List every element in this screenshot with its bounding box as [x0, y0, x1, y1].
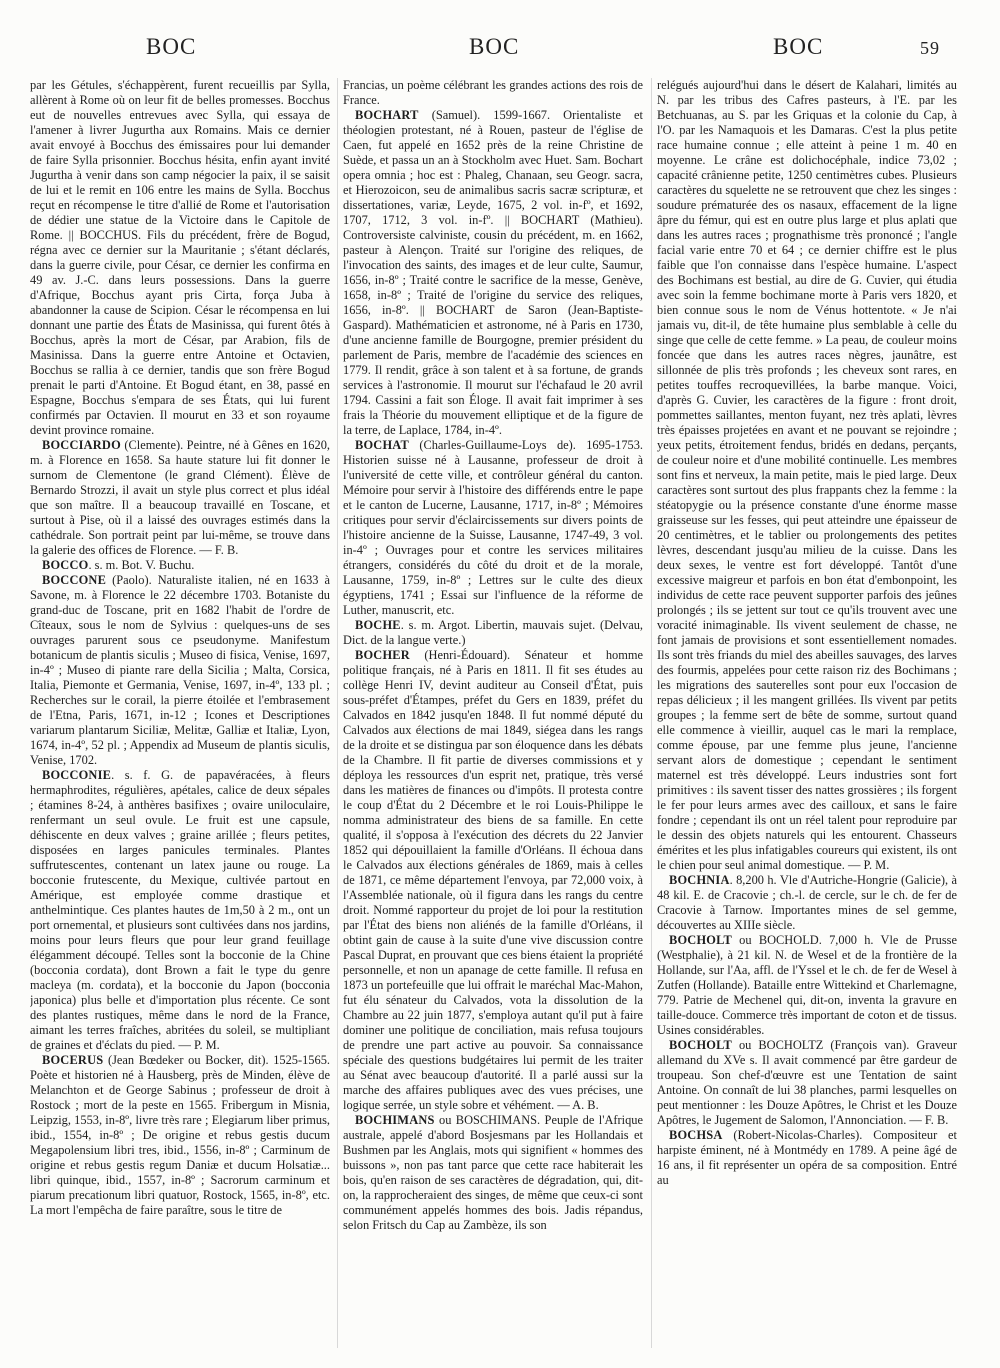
entry-text: (Paolo). Naturaliste italien, né en 1633 à Savone, m. à Florence le 22 décembre 1703. Botaniste du grand-duc de Toscane, prit en 1682 l'habit de l'ordre de Cîteaux, sous le nom de Sylvius : quelques-uns de ses ouvrages parurent sous ce pseudonyme. Manifestum botanicum de plantis siculis ; Museo di fisica, Venise, 1697, in-4º ; Museo di piante rare della Sicilia ; Malta, Corsica, Italia, Piemonte et Germania, Venise, 1697, in-4º, 133 pl. ; Recherches sur le corail, la pierre étoilée et l'embrasement de l'Etna, Paris, 1671, in-12 ; Icones et Descriptiones variarum plantarum Siciliæ, Melitæ, Galliæ et Italiæ, Lyon, 1674, in-4º, 52 pl. ; Appendix ad Museum de plantis siculis, Venise, 1702.: [30, 573, 330, 767]
entry-continuation: [30, 78, 330, 438]
entry-headword: BOCHSA: [669, 1128, 723, 1142]
header-right-guide-word: BOC: [773, 34, 824, 59]
entry-bocher: [343, 648, 643, 1113]
entry-bochat: [343, 438, 643, 618]
entry-headword: BOCHAT: [355, 438, 409, 452]
entry-bocerus: [30, 1053, 330, 1218]
entry-bochart: [343, 108, 643, 438]
entry-text: par les Gétules, s'échappèrent, furent recueillis par Sylla, allèrent à Rome où on leur fit de belles promesses. Bocchus eut de nouvelles entrevues avec Sylla, qui essaya de l'amener à livrer Jugurtha aux Romains. Mais ce dernier avait envoyé à Bocchus des émissaires pour lui demander de faire Sylla prisonnier. Bocchus hésita, enfin ayant invité Jugurtha à venir dans son camp négocier la paix, il se saisit de lui et le remit en 106 entre les mains de Sylla. Bocchus reçut en récompense le titre d'allié de Rome et l'autorisation de dédier une statue de la Victoire dans le Capitole de Rome. || BOCCHUS. Fils du précédent, frère de Bogud, régna avec ce dernier sur la Mauritanie ; s'étant déclarés, dans la guerre civile, pour César, ce dernier les confirma en 49 av. J.-C. dans leurs possessions. Dans la guerre d'Afrique, Bocchus ayant pris Cirta, força Juba à abandonner la cause de Scipion. César le récompensa en lui donnant une partie des États de Masinissa, qui furent ôtés à Bocchus, après la mort de César, par Arabion, fils de Masinissa. Dans la guerre entre Antoine et Octavien, Bocchus se rallia à ce dernier, tandis que son frère Bogud prenait le parti d'Antoine. Et Bogud étant, en 38, passé en Espagne, Bocchus s'empara de ses États, qui lui furent confirmés par Octavien. Il mourut en 33 et son royaume devint province romaine.: [30, 78, 330, 437]
entry-headword: BOCCONE: [42, 573, 107, 587]
entry-text: . s. m. Argot. Libertin, mauvais sujet. (Delvau, Dict. de la langue verte.): [343, 618, 643, 647]
entry-headword: BOCHNIA: [669, 873, 730, 887]
page-number: 59: [920, 38, 940, 58]
entry-text: . s. f. G. de papavéracées, à fleurs hermaphrodites, régulières, apétales, calice de deux sépales ; étamines 8-24, à anthères basifixes ; ovaire uniloculaire, renfermant un seul ovule. Le fruit est une capsule, déhiscente en deux valves ; graine arillée ; fleurs petites, disposées en larges panicules terminales. Plantes suffrutescentes, contenant un latex jaune ou rouge. La bocconie frutescente, du Mexique, cultivée partout en Amérique, est employée comme drastique et anthelmintique. Ces plantes hautes de 1m,50 à 2 m., ont un port ornemental, et plusieurs sont cultivées dans nos jardins, moins pour leurs fleurs que pour leur grand feuillage élégamment découpé. Telles sont la bocconie de la Chine (bocconia cordata), dont Brown a fait le type du genre macleya (m. cordata), et la bocconie du Japon (bocconia japonica) plus belle et d'importation plus récente. Ce sont des plantes rustiques, même dans le nord de la France, aimant les terres fraîches, abritées du soleil, se multipliant de graines et d'éclats du pied. — P. M.: [30, 768, 330, 1052]
entry-headword: BOCCIARDO: [42, 438, 121, 452]
entry-bochsa: [657, 1128, 957, 1188]
entry-bocholt: [657, 933, 957, 1038]
entry-continuation: [343, 78, 643, 108]
entry-text: ou BOCHOLD. 7,000 h. Vle de Prusse (Westphalie), à 21 kil. N. de Wesel et de la frontière de la Hollande, sur l'Aa, affl. de l'Yssel et le ch. de fer de Wesel à Zutfen (Hollande). Bataille entre Wittekind et Charlemagne, 779. Patrie de Mechenel qui, dit-on, inventa la gravure en taille-douce. Commerce très important de coton et de tissus. Usines considérables.: [657, 933, 957, 1037]
entry-headword: BOCHIMANS: [355, 1113, 435, 1127]
entry-text: ou BOSCHIMANS. Peuple de l'Afrique australe, appelé d'abord Bosjesmans par les Hollandais et Bushmen par les Anglais, mots qui signifient « hommes des buissons », non pas tant parce que cette race habiterait les bois, qu'en raison de ses caractères de dégradation, qui, dit-on, la rapprocheraient des singes, de même que ceux-ci sont communément appelés hommes des bois. Jadis répandus, selon Fritsch du Cap au Zambèze, ils son: [343, 1113, 643, 1232]
entry-headword: BOCHE: [355, 618, 401, 632]
column-3: [657, 78, 957, 1348]
header-left-guide-word: BOC: [146, 34, 197, 59]
entry-headword: BOCHART: [355, 108, 419, 122]
entry-text: (Jean Bœdeker ou Bocker, dit). 1525-1565. Poète et historien né à Hausberg, près de Minden, élève de Melanchton et de George Sabinus ; professeur de droit à Rostock ; mort de la peste en 1565. Fribergum in Misnia, Leipzig, 1553, in-8º, livre très rare ; Elegiarum liber primus, ibid., 1554, in-8º ; De origine et rebus gestis ducum Megapolensium libri tres, ibid., 1556, in-8º ; Carminum de origine et rebus gestis regum Daniæ et ducum Holsatiæ... libri quinque, ibid., 1557, in-8º ; Sacrorum carminum et piarum precationum libri quatuor, Rostock, 1565, in-8º, etc. La mort l'empêcha de faire paraître, sous le titre de: [30, 1053, 330, 1217]
entry-boche: [343, 618, 643, 648]
entry-bocholt-francois: [657, 1038, 957, 1128]
entry-bochimans: [343, 1113, 643, 1233]
entry-text: (Samuel). 1599-1667. Orientaliste et théologien protestant, né à Rouen, pasteur de l'église de Caen, fut appelé en 1652 près de la reine Christine de Suède, et passa un an à Stockholm avec Huet. Sam. Bochart opera omnia ; hoc est : Phaleg, Chanaan, seu Geogr. sacra, et Hierozoicon, seu de animalibus sacris sacræ scripturæ, et dissertationes, variæ, Leyde, 1675, 2 vol. in-fº, et 1692, 1707, 1712, 3 vol. in-fº. || BOCHART (Mathieu). Controversiste calviniste, cousin du précédent, m. en 1662, pasteur à Alençon. Traité sur l'origine des reliques, de l'invocation des saints, des images et de leur culte, Saumur, 1656, in-8º ; Traité contre le sacrifice de la messe, Genève, 1658, in-8º ; Traité de l'origine du service des reliques, 1656, in-8º. || BOCHART de Saron (Jean-Baptiste-Gaspard). Mathématicien et astronome, né à Paris en 1730, d'une ancienne famille de Bourgogne, premier président du parlement de Paris, membre de l'académie des sciences en 1779. Il rendit, grâce à son talent et à sa fortune, de grands services à l'astronomie. Il mourut sur l'échafaud le 20 avril 1794. Cassini a fait son Éloge. Il avait fait imprimer à ses frais la Théorie du mouvement elliptique et de la figure de la terre, de Laplace, 1784, in-4º.: [343, 108, 643, 437]
column-2: [343, 78, 643, 1348]
entry-bocciardo: [30, 438, 330, 558]
entry-text: ou BOCHOLTZ (François van). Graveur allemand du XVe s. Il avait commencé par être gardeur de troupeau. Son chef-d'œuvre est une Tentation de saint Antoine. On connaît de lui 38 planches, parmi lesquelles on peut mentionner : les Douze Apôtres, le Christ et les Douze Apôtres, le Jugement de Salomon, l'Annonciation. — F. B.: [657, 1038, 957, 1127]
header-center-guide-word: BOC: [469, 34, 520, 59]
entry-text: . 8,200 h. Vle d'Autriche-Hongrie (Galicie), à 48 kil. E. de Cracovie ; ch.-l. de cercle, sur le ch. de fer de Cracovie à Tarnow. Importantes mines de sel gemme, découvertes au XIIIe siècle.: [657, 873, 957, 932]
entry-headword: BOCERUS: [42, 1053, 104, 1067]
entry-continuation: [657, 78, 957, 873]
entry-bochnia: [657, 873, 957, 933]
entry-headword: BOCCO: [42, 558, 89, 572]
column-1: [30, 78, 330, 1348]
entry-bocconie: [30, 768, 330, 1053]
entry-headword: BOCHOLT: [669, 1038, 732, 1052]
entry-headword: BOCHOLT: [669, 933, 732, 947]
running-header: [0, 34, 1000, 74]
entry-text: Francias, un poème célébrant les grandes actions des rois de France.: [343, 78, 643, 107]
entry-text: (Clemente). Peintre, né à Gênes en 1620, m. à Florence en 1658. Sa haute stature lui fit donner le surnom de Clementone (le grand Clément). Élève de Bernardo Strozzi, il avait un style plus correct et plus idéal que son maître. Il a beaucoup travaillé en Toscane, et surtout à Pise, où il a laissé des ouvrages estimés dans la cathédrale. Son portrait peint par lui-même, se trouve dans la galerie des offices de Florence. — F. B.: [30, 438, 330, 557]
entry-text: relégués aujourd'hui dans le désert de Kalahari, limités au N. par les tribus des Cafres pasteurs, à l'E. par les Betchuanas, au S. par les Griquas et la colonie du Cap, à l'O. par les Namaquois et les Damaras. C'est la plus petite race humaine connue ; elle atteint à peine 1 m. 40 en moyenne. Le crâne est dolichocéphale, indice 73,02 ; capacité crânienne petite, 1250 centimètres cubes. Plusieurs caractères du squelette ne se retrouvent que chez les singes : soudure prématurée des os nasaux, effacement de la ligne âpre du fémur, qui est en outre plus large et plus aplati que dans les autres races ; prognathisme très prononcé ; l'angle facial varie entre 70 et 64 ; ce dernier chiffre est le plus faible que l'on connaisse dans l'espèce humaine. L'aspect des Bochimans est bestial, au dire de G. Cuvier, qui étudia avec soin la femme bochimane morte à Paris vers 1820, et bien connue sous le nom de Vénus hottentote. « Je n'ai jamais vu, dit-il, de tête humaine plus semblable à celle du singe que celle de cette femme. » La peau, de couleur moins foncée que dans les autres races nègres, jaunâtre, est sillonnée de plis très profonds ; les cheveux sont rares, en petites touffes recroquevillées, la barbe manque. Voici, d'après G. Cuvier, les caractères de la figure : front droit, pommettes saillantes, menton fuyant, nez très aplati, lèvres très épaisses projetées en avant et ne pouvant se rejoindre ; yeux petits, étroitement fendus, bridés en dedans, perçants, de couleur noire et d'une mobilité continuelle. Les membres sont fins et nerveux, la main petite, mais le pied large. Deux caractères sont surtout des plus frappants chez la femme : la stéatopygie ou la présence constante d'une énorme masse graisseuse sur les fesses, qui peut atteindre une épaisseur de 20 centimètres, et le tablier ou prolongements des petites lèvres, descendant jusqu'au milieu de la cuisse. Dans les deux sexes, le ventre est fort développé. Tantôt d'une excessive maigreur et parfois en bon état d'embonpoint, les individus de cette race peuvent supporter parfois des jeûnes prolongés ; ils se jettent sur tout ce qu'ils trouvent avec une voracité inimaginable. Ils vivent seulement de chasse, ne font jamais de provisions et sont essentiellement nomades. Ils sont très friands du miel des abeilles sauvages, des larves des fourmis, appelées pour cette raison riz des Bochimans ; les migrations des sauterelles sont pour eux l'occasion de repas délicieux ; il les mangent grillées. Ils vivent par petits groupes ; la femme sert de bête de somme, surtout quand elle commence à vieillir, auquel cas le mari la remplace, comme épouse, par une femme plus jeune, l'ancienne servant alors de domestique ; cependant le sentiment maternel est très développé. Leurs industries sont fort primitives : ils savent tisser des nattes grossières ; ils forgent le fer pour leurs armes avec des cailloux, et sans le faire fondre ; cependant ils ont un réel talent pour reproduire par le dessin des objets naturels qui les entourent. Chasseurs émérites et les plus infatigables coureurs qui existent, ils ont le chien pour seul animal domestique. — P. M.: [657, 78, 957, 872]
entry-boccone: [30, 573, 330, 768]
entry-headword: BOCHER: [355, 648, 410, 662]
entry-text: (Robert-Nicolas-Charles). Compositeur et harpiste éminent, né à Montmédy en 1789. A peine âgé de 16 ans, il fit représenter un opéra de sa composition. Entré au: [657, 1128, 957, 1187]
entry-headword: BOCCONIE: [42, 768, 112, 782]
entry-bocco: [30, 558, 330, 573]
entry-text: . s. m. Bot. V. Buchu.: [88, 558, 195, 572]
entry-text: (Henri-Édouard). Sénateur et homme politique français, né à Paris en 1811. Il fit ses études au collège Henri IV, devint auditeur au Conseil d'État, puis sous-préfet d'Étampes, préfet du Gers en 1839, préfet du Calvados en 1842 jusqu'en 1848. Il fut nommé député du Calvados aux élections de mai 1849, siégea dans les rangs de la droite et se distingua par son éloquence dans les débats de la Chambre. Il fit partie de diverses commissions et y déploya les ressources d'un esprit net, pratique, très versé dans les matières de finances ou d'impôts. Il protesta contre le coup d'État du 2 Décembre et le roi Louis-Philippe le nomma administrateur des biens de sa famille. En cette qualité, il s'opposa à l'exécution des décrets du 22 Janvier 1852 qui dépouillaient la famille d'Orléans. Il échoua dans le Calvados aux élections générales de 1869, mais à celles de 1871, ce même département l'envoya, par 72,000 voix, à l'Assemblée nationale, où il figura dans les rangs du centre droit. Nommé rapporteur du projet de loi pour la restitution par l'État des biens non aliénés de la famille d'Orléans, il obtint gain de cause à la suite d'une vive discussion contre Pascal Duprat, en prouvant que ces biens étaient la propriété personnelle, et non un apanage de cette famille. Il refusa en 1873 un portefeuille que lui offrait le maréchal Mac-Mahon, fut élu sénateur du Calvados, vota la dissolution de la Chambre au 22 juin 1877, s'employa autant qu'il put à faire dominer une politique de conciliation, mais refusa toujours de prendre une part active au pouvoir. Sa connaissance spéciale des questions budgétaires lui permit de les traiter au Sénat avec beaucoup d'autorité. Il a parlé aussi sur la marche des affaires publiques avec des vues précises, une logique serrée, un style sobre et véhément. — A. B.: [343, 648, 643, 1112]
entry-text: (Charles-Guillaume-Loys de). 1695-1753. Historien suisse né à Lausanne, professeur de droit à l'université de cette ville, et contrôleur général du canton. Mémoire pour servir à l'histoire des différends entre le pape et le canton de Lucerne, Lausanne, 1717, in-8º ; Mémoires critiques pour servir d'éclaircissements sur divers points de l'histoire ancienne de la Suisse, Lausanne, 1747-49, 3 vol. in-4º ; Ouvrages pour et contre les services militaires étrangers, considérés du côté du droit et de la morale, Lausanne, 1759, in-8º ; Lettres sur le culte des dieux égyptiens, 1741 ; Essai sur l'influence de la réforme de Luther, manuscrit, etc.: [343, 438, 643, 617]
text-columns: [30, 78, 970, 1348]
